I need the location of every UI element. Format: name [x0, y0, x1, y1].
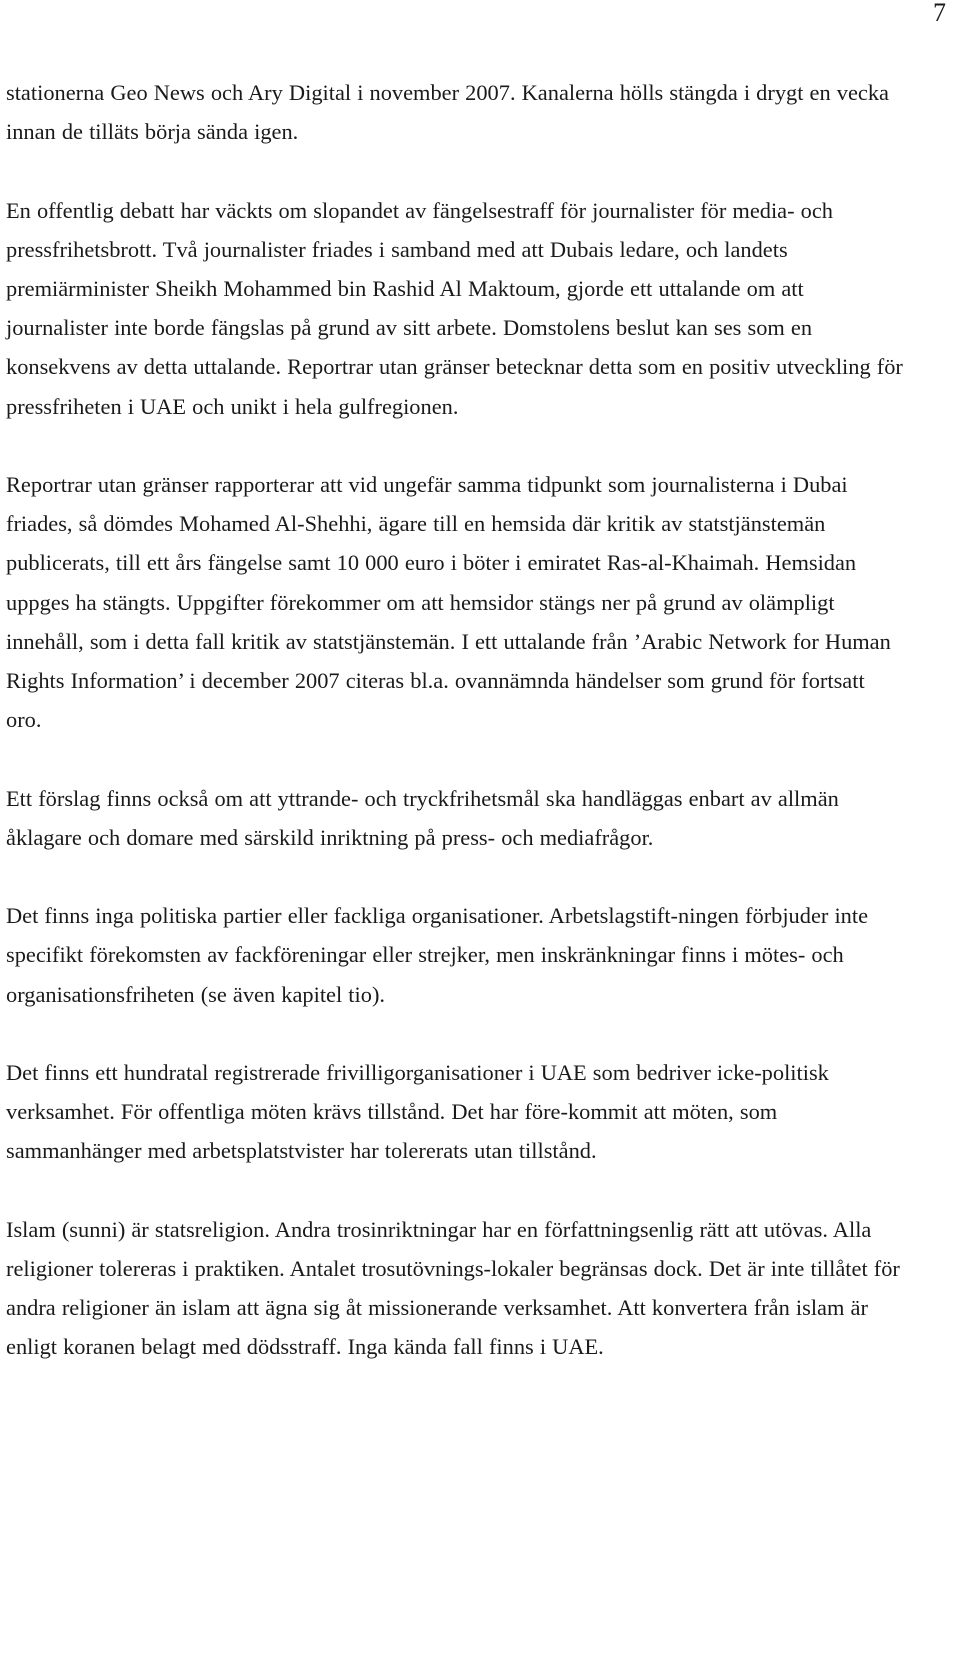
paragraph-4: Ett förslag finns också om att yttrande- och tryckfrihetsmål ska handläggas enbart av allmän åklagare och domare med särskild inriktning på press- och mediafrågor. — [6, 785, 839, 850]
paragraph-2: En offentlig debatt har väckts om slopandet av fängelsestraff för journalister för media- och pressfrihetsbrott. Två journalister friades i samband med att Dubais ledare, och landets premiärminister Sheikh Mohammed bin Rashid Al Maktoum, gjorde ett uttalande om att journalister inte borde fängslas på grund av sitt arbete. Domstolens beslut kan ses som en konsekvens av detta uttalande. Reportrar utan gränser betecknar detta som en positiv utveckling för pressfriheten i UAE och unikt i hela gulfregionen. — [6, 197, 903, 419]
paragraph-5: Det finns inga politiska partier eller fackliga organisationer. Arbetslagstift-ningen förbjuder inte specifikt förekomsten av fackföreningar eller strejker, men inskränkningar finns i mötes- och organisationsfriheten (se även kapitel tio). — [6, 903, 869, 1007]
paragraph-3: Reportrar utan gränser rapporterar att vid ungefär samma tidpunkt som journalisterna i Dubai friades, så dömdes Mohamed Al-Shehhi, ägare till en hemsida där kritik av statstjänstemän publicerats, till ett års fängelse samt 10 000 euro i böter i emiratet Ras-al-Khaimah. Hemsidan uppges ha stängts. Uppgifter förekommer om att hemsidor stängs ner på grund av olämpligt innehåll, som i detta fall kritik av statstjänstemän. I ett uttalande från ’Arabic Network for Human Rights Information’ i december 2007 citeras bl.a. ovannämnda händelser som grund för fortsatt oro. — [6, 472, 891, 733]
document-body — [6, 73, 906, 1406]
paragraph-1: stationerna Geo News och Ary Digital i november 2007. Kanalerna hölls stängda i drygt en vecka innan de tilläts börja sända igen. — [6, 80, 889, 145]
paragraph-7: Islam (sunni) är statsreligion. Andra trosinriktningar har en författningsenlig rätt att utövas. Alla religioner tolereras i praktiken. Antalet trosutövnings-lokaler begränsas dock. Det är inte tillåtet för andra religioner än islam att ägna sig åt missionerande verksamhet. Att konvertera från islam är enligt koranen belagt med dödsstraff. Inga kända fall finns i UAE. — [6, 1216, 900, 1360]
page-number: 7 — [933, 0, 946, 27]
paragraph-6: Det finns ett hundratal registrerade frivilligorganisationer i UAE som bedriver icke-politisk verksamhet. För offentliga möten krävs tillstånd. Det har före-kommit att möten, som sammanhänger med arbetsplatstvister har tolererats utan tillstånd. — [6, 1060, 829, 1164]
